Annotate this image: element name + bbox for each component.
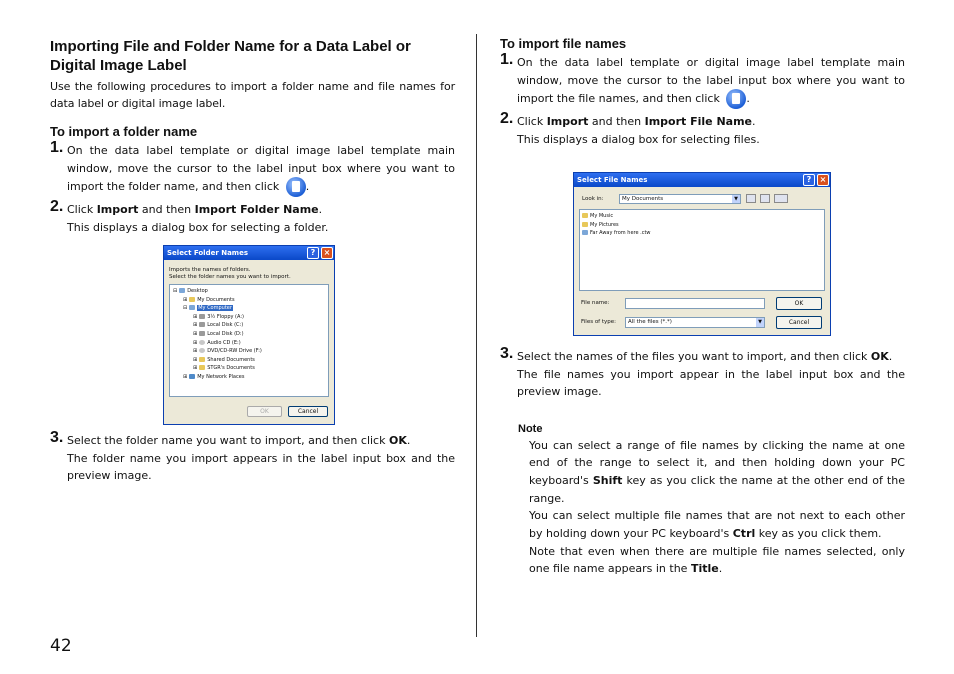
file-icon (582, 230, 588, 235)
step-number: 1. (500, 51, 514, 68)
disk-icon (199, 314, 205, 319)
file-list[interactable] (579, 209, 825, 291)
select-file-dialog (573, 172, 831, 336)
tree-item[interactable] (173, 339, 328, 348)
file-name-input[interactable] (625, 298, 765, 309)
step-detail: The folder name you import appears in the label input box and the preview image. (67, 451, 455, 482)
select-folder-dialog (163, 245, 335, 425)
view-menu-icon[interactable] (774, 194, 788, 203)
file-list-item-label: My Music (590, 213, 614, 219)
tree-item[interactable] (173, 373, 328, 382)
expand-toggle-icon[interactable]: ⊞ (183, 296, 188, 303)
cancel-button[interactable]: Cancel (288, 406, 328, 417)
up-folder-icon[interactable] (746, 194, 756, 203)
tree-item-label: Desktop (187, 288, 208, 294)
step-detail: This displays a dialog box for selecting files. (517, 132, 760, 146)
note-title: Note (518, 422, 543, 435)
ok-button[interactable]: OK (247, 406, 282, 417)
note-body (529, 437, 905, 579)
section-title: Importing File and Folder Name for a Data Label or Digital Image Label (50, 38, 411, 74)
note-paragraph: Note that even when there are multiple file names selected, only one file name appears in the Title. (529, 544, 905, 576)
expand-toggle-icon[interactable]: ⊞ (193, 322, 198, 329)
note-paragraph: You can select multiple file names that are not next to each other by holding down your PC keyboard's Ctrl key as you click them. (529, 509, 905, 541)
folder-step-1: 1. On the data label template or digital image label template main window, move the cursor to the label input box where you want to import the folder name, and then click . (50, 142, 455, 197)
import-app-icon[interactable] (726, 89, 746, 109)
file-list-item[interactable] (582, 229, 824, 238)
folder-tree[interactable] (169, 284, 329, 397)
new-folder-icon[interactable] (760, 194, 770, 203)
file-step-3: 3. Select the names of the files you want to import, and then click OK. The file names you import appear in the label input box and the preview image. (500, 348, 905, 401)
folder-icon (189, 297, 195, 302)
cancel-button[interactable]: Cancel (776, 316, 822, 329)
expand-toggle-icon[interactable]: ⊞ (193, 330, 198, 337)
file-step-2: 2. Click Import and then Import File Name. This displays a dialog box for selecting files. (500, 113, 905, 148)
cd-icon (199, 340, 205, 345)
tree-item-label: My Documents (197, 296, 235, 303)
expand-toggle-icon[interactable]: ⊞ (193, 348, 198, 355)
expand-toggle-icon[interactable]: ⊞ (183, 373, 188, 380)
expand-toggle-icon[interactable]: ⊞ (193, 356, 198, 363)
close-button[interactable]: × (321, 247, 333, 259)
net-icon (189, 374, 195, 379)
file-type-select[interactable]: All the files (*.*) ▼ (625, 317, 765, 328)
file-list-item-label: Far Away from here .ctw (590, 230, 651, 237)
tree-item-label: STGR's Documents (207, 365, 255, 372)
tree-item[interactable] (173, 364, 328, 373)
dialog-instruction: Imports the names of folders. Select the folder names you want to import. (169, 267, 291, 280)
close-button[interactable]: × (817, 174, 829, 186)
pc-icon (189, 305, 195, 310)
file-list-item[interactable] (582, 221, 824, 230)
expand-toggle-icon[interactable]: ⊞ (193, 365, 198, 372)
tree-item[interactable] (173, 287, 328, 296)
file-list-item-label: My Pictures (590, 221, 619, 228)
step-number: 2. (50, 198, 64, 215)
dialog-title-bar: Select File Names ? × (574, 173, 830, 187)
look-in-label: Look in: (582, 196, 604, 202)
chevron-down-icon: ▼ (756, 318, 764, 327)
help-button[interactable]: ? (307, 247, 319, 259)
folder-icon (582, 222, 588, 227)
dialog-title-bar: Select Folder Names ? × (164, 246, 334, 260)
tree-item-label: My Network Places (197, 373, 245, 380)
step-detail: This displays a dialog box for selecting a folder. (67, 220, 329, 234)
step-detail: The file names you import appear in the label input box and the preview image. (517, 367, 905, 398)
tree-item-label: Shared Documents (207, 356, 255, 363)
step-number: 2. (500, 110, 514, 127)
expand-toggle-icon[interactable]: ⊟ (183, 305, 188, 312)
intro-text: Use the following procedures to import a folder name and file names for data label or digital image label. (50, 80, 455, 110)
folder-icon (582, 213, 588, 218)
step-number: 1. (50, 139, 64, 156)
tree-item[interactable] (173, 356, 328, 365)
tree-item[interactable] (173, 330, 328, 339)
tree-item[interactable] (173, 321, 328, 330)
tree-item[interactable] (173, 304, 328, 313)
expand-toggle-icon[interactable]: ⊞ (193, 339, 198, 346)
column-divider (476, 34, 477, 637)
tree-item[interactable] (173, 347, 328, 356)
import-app-icon[interactable] (286, 177, 306, 197)
file-subheading: To import file names (500, 36, 627, 51)
step-text: On the data label template or digital image label template main window, move the cursor to the label input box where you want to import the folder name, and then click (67, 144, 455, 193)
pc-icon (179, 288, 185, 293)
folder-subheading: To import a folder name (50, 124, 198, 139)
disk-icon (199, 331, 205, 336)
file-step-1: 1. On the data label template or digital image label template main window, move the cursor to the label input box where you want to import the file names, and then click . (500, 54, 905, 109)
folder-icon (199, 365, 205, 370)
disk-icon (199, 322, 205, 327)
look-in-select[interactable]: My Documents ▼ (619, 194, 741, 204)
step-text: On the data label template or digital image label template main window, move the cursor to the label input box where you want to import the file names, and then click (517, 56, 905, 105)
folder-step-2: 2. Click Import and then Import Folder Name. This displays a dialog box for selecting a folder. (50, 201, 455, 236)
page-number: 42 (50, 636, 72, 656)
tree-item-label: Local Disk (C:) (207, 322, 244, 329)
tree-item-label: 3½ Floppy (A:) (207, 313, 244, 320)
help-button[interactable]: ? (803, 174, 815, 186)
tree-item[interactable] (173, 313, 328, 322)
ok-button[interactable]: OK (776, 297, 822, 310)
file-type-label: Files of type: (581, 319, 617, 325)
file-list-item[interactable] (582, 212, 824, 221)
tree-item[interactable] (173, 296, 328, 305)
folder-icon (199, 357, 205, 362)
tree-item-label: Local Disk (D:) (207, 330, 244, 337)
step-number: 3. (50, 429, 64, 446)
expand-toggle-icon[interactable]: ⊞ (193, 313, 198, 320)
tree-item-label: DVD/CD-RW Drive (F:) (207, 348, 262, 355)
tree-item-label: My Computer (198, 305, 232, 312)
chevron-down-icon: ▼ (732, 195, 740, 203)
expand-toggle-icon[interactable]: ⊟ (173, 288, 178, 294)
folder-step-3: 3. Select the folder name you want to import, and then click OK. The folder name you import appears in the label input box and the preview image. (50, 432, 455, 485)
note-paragraph: You can select a range of file names by clicking the name at one end of the range to select it, and then holding down your PC keyboard's Shift key as you click the name at the other end of the range. (529, 438, 905, 505)
cd-icon (199, 348, 205, 353)
tree-item-label: Audio CD (E:) (207, 339, 241, 346)
file-name-label: File name: (581, 300, 610, 306)
step-number: 3. (500, 345, 514, 362)
